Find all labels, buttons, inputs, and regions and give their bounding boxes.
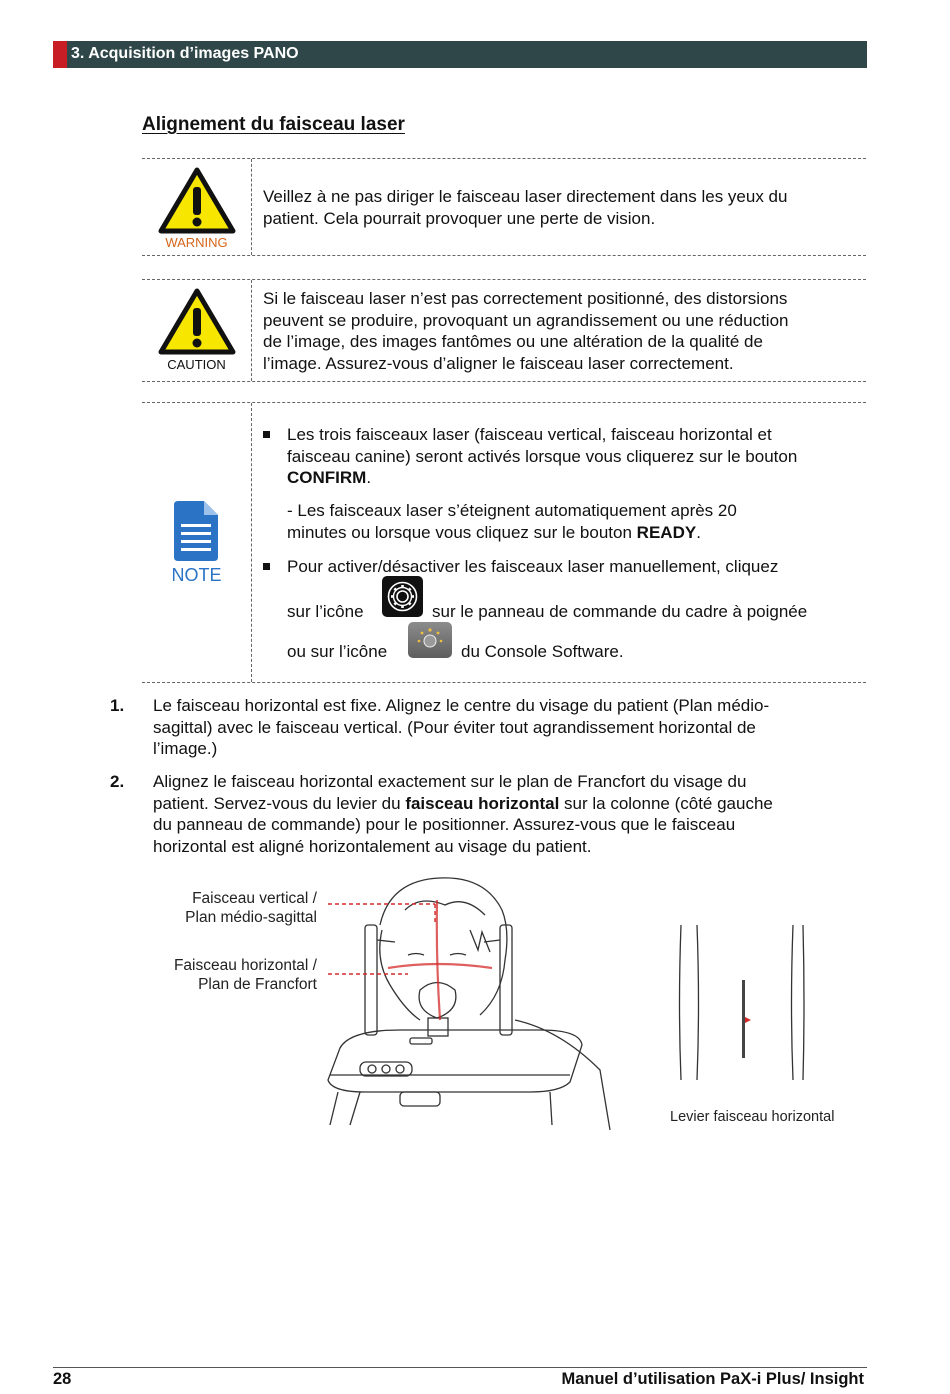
section-title: Alignement du faisceau laser — [142, 114, 405, 135]
leader-lines — [320, 870, 470, 990]
bullet — [263, 431, 270, 438]
caution-label: CAUTION — [167, 357, 226, 372]
footer-rule — [53, 1367, 867, 1368]
column-lever-illustration — [675, 925, 815, 1085]
note-label: NOTE — [171, 565, 222, 585]
warning-text: Veillez à ne pas diriger le faisceau laser directement dans les yeux du patient. Cela pourrait provoquer une perte de vision. — [263, 187, 788, 228]
header-accent — [53, 41, 67, 68]
note-document-icon — [173, 500, 219, 562]
note-icon-cell — [142, 403, 251, 682]
warning-label: WARNING — [165, 235, 228, 250]
warning-icon-cell — [142, 159, 251, 255]
caution-text: Si le faisceau laser n’est pas correctement positionné, des distorsions peuvent se produire, provoquant un agrandissement ou une réduction de l’image, des images fantômes ou une altération de la qualité de l’image. Assurez-vous d’aligner le faisceau laser correctement. — [263, 289, 789, 373]
manual-title: Manuel d’utilisation PaX-i Plus/ Insight — [561, 1370, 864, 1388]
page-number: 28 — [53, 1370, 72, 1388]
warning-triangle-icon — [158, 167, 236, 235]
section-header-bar — [53, 41, 867, 68]
caution-triangle-icon — [158, 288, 236, 356]
caution-icon-cell — [142, 280, 251, 381]
console-laser-icon — [408, 622, 452, 658]
warning-box — [142, 158, 866, 256]
section-header-title: 3. Acquisition d’images PANO — [71, 45, 299, 62]
bullet — [263, 563, 270, 570]
laser-alignment-figure — [150, 870, 850, 1140]
caution-box — [142, 279, 866, 382]
laser-gear-button-icon — [382, 576, 423, 617]
figure-label-lever: Levier faisceau horizontal — [670, 1109, 835, 1125]
note-box: NOTE Les trois faisceaux laser (faisceau vertical, faisceau horizontal et faisceau canine) seront activés lorsque vous cliquerez sur le bouton CONFIRM. - Les faisceaux laser s’éteignent automatiquement après 20 minutes ou lorsque vous cliquez sur le bouton READY. Pour activer/désactiver les faisceaux laser manuellement, cliquez sur l’icône sur le panneau de commande du cadre à poignée ou sur l’icône du Console Software. — [142, 402, 866, 683]
figure-label-vertical: Faisceau vertical / Plan médio-sagittal — [185, 890, 317, 926]
figure-label-horizontal: Faisceau horizontal / Plan de Francfort — [173, 957, 317, 993]
